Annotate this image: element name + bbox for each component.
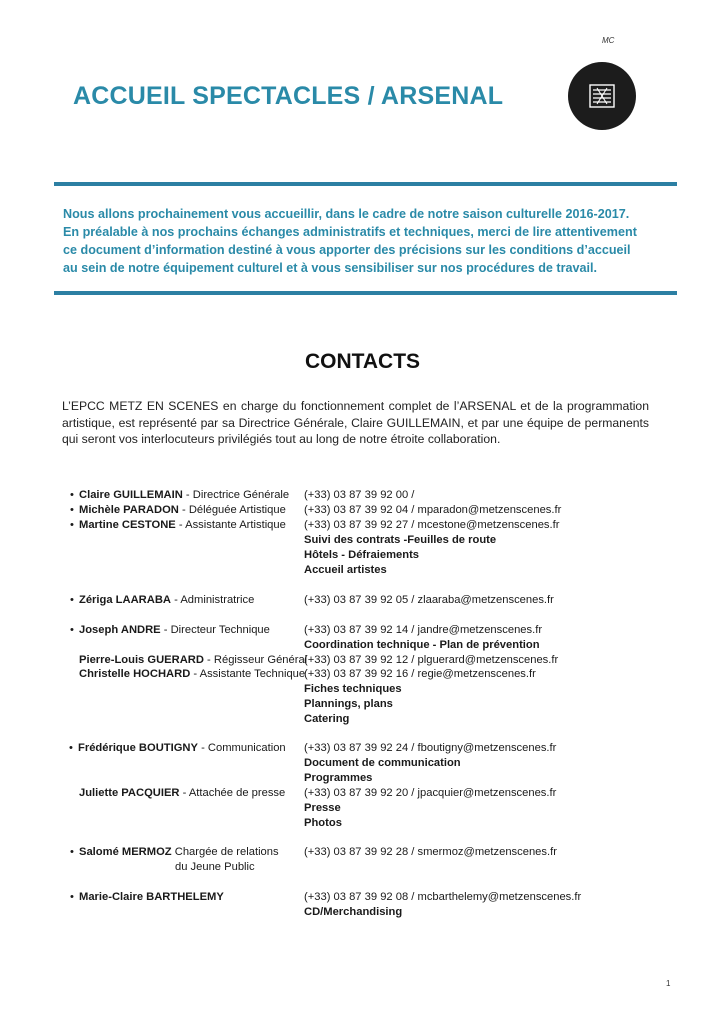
contact-note: Accueil artistes: [304, 564, 387, 576]
contact-note: Document de communication: [304, 757, 461, 769]
contact-note: Suivi des contrats -Feuilles de route: [304, 534, 497, 546]
contact-role: Chargée de relations: [171, 846, 279, 858]
contact-pacquier: [79, 786, 285, 801]
intro-line: En préalable à nos prochains échanges administratifs et techniques, merci de lire attentivement: [63, 225, 637, 239]
contact-role: - Attachée de presse: [179, 787, 286, 799]
contact-name: Marie-Claire BARTHELEMY: [79, 891, 224, 903]
contact-note: Photos: [304, 817, 342, 829]
contact-info: (+33) 03 87 39 92 05 / zlaaraba@metzenscenes.fr: [304, 594, 554, 606]
contact-info: (+33) 03 87 39 92 16 / regie@metzenscenes.fr: [304, 668, 536, 680]
contact-role: - Régisseur Général: [203, 654, 308, 666]
paragraph-line: L’EPCC METZ EN SCENES en charge du fonctionnement complet de l’ARSENAL et de la programmation: [62, 399, 649, 413]
contact-info: (+33) 03 87 39 92 28 / smermoz@metzenscenes.fr: [304, 846, 557, 858]
contact-role: - Déléguée Artistique: [178, 504, 286, 516]
page-number: 1: [666, 979, 671, 988]
intro-paragraph: [62, 398, 649, 448]
contact-laaraba: [70, 593, 254, 608]
contact-info: (+33) 03 87 39 92 04 / mparadon@metzenscenes.fr: [304, 504, 562, 516]
intro-text: [63, 205, 663, 277]
contact-note: Hôtels - Défraiements: [304, 549, 420, 561]
bullet: •: [70, 624, 74, 636]
contact-guerard: [79, 653, 307, 668]
contact-andre: [70, 623, 270, 638]
contact-role: - Directeur Technique: [160, 624, 270, 636]
divider-bottom: [54, 291, 677, 295]
contact-role: - Directrice Générale: [182, 489, 290, 501]
contact-note: Coordination technique - Plan de prévention: [304, 639, 540, 651]
contact-name: Pierre-Louis GUERARD: [79, 654, 204, 666]
contact-note: Presse: [304, 802, 341, 814]
bullet: •: [70, 594, 74, 606]
contact-paradon: [70, 503, 286, 518]
intro-line: ce document d’information destiné à vous apporter des précisions sur les conditions d’accueil: [63, 243, 631, 257]
bullet: •: [69, 742, 73, 754]
contact-note: Programmes: [304, 772, 373, 784]
contact-note: Catering: [304, 713, 350, 725]
header-tag: MC: [602, 36, 615, 45]
bullet: •: [70, 891, 74, 903]
contact-info: (+33) 03 87 39 92 24 / fboutigny@metzenscenes.fr: [304, 742, 557, 754]
contact-info: (+33) 03 87 39 92 27 / mcestone@metzenscenes.fr: [304, 519, 560, 531]
contact-name: Frédérique BOUTIGNY: [78, 742, 198, 754]
intro-line: Nous allons prochainement vous accueillir, dans le cadre de notre saison culturelle 2016-2017.: [63, 207, 630, 221]
contact-guillemain: [70, 488, 289, 503]
contact-name: Michèle PARADON: [79, 504, 179, 516]
contact-info: (+33) 03 87 39 92 12 / plguerard@metzenscenes.fr: [304, 654, 559, 666]
contact-name: Christelle HOCHARD: [79, 668, 191, 680]
contact-name: Martine CESTONE: [79, 519, 176, 531]
contact-role: - Administratrice: [171, 594, 255, 606]
contact-barthelemy: [70, 890, 224, 905]
contact-info: (+33) 03 87 39 92 14 / jandre@metzenscenes.fr: [304, 624, 543, 636]
contact-name: Salomé MERMOZ: [79, 846, 172, 858]
contact-name: Joseph ANDRE: [79, 624, 161, 636]
bullet: •: [70, 519, 74, 531]
contact-boutigny: [69, 741, 286, 756]
divider-top: [54, 182, 677, 186]
contact-info: (+33) 03 87 39 92 20 / jpacquier@metzenscenes.fr: [304, 787, 557, 799]
contact-info: (+33) 03 87 39 92 08 / mcbarthelemy@metzenscenes.fr: [304, 891, 582, 903]
contact-role: - Communication: [197, 742, 286, 754]
bullet: •: [70, 489, 74, 501]
paragraph-line: artistique, est représenté par sa Directrice Générale, Claire GUILLEMAIN, et par une équipe de permanents: [62, 415, 649, 430]
contact-note: CD/Merchandising: [304, 906, 403, 918]
logo-emblem-icon: [589, 84, 615, 108]
contact-hochard: [79, 667, 305, 682]
contact-role: - Assistante Technique: [190, 668, 306, 680]
contact-cestone: [70, 518, 286, 533]
bullet: •: [70, 846, 74, 858]
contact-name: Juliette PACQUIER: [79, 787, 180, 799]
contact-role-continued: du Jeune Public: [175, 861, 255, 873]
contact-name: Claire GUILLEMAIN: [79, 489, 183, 501]
page-title: ACCUEIL SPECTACLES / ARSENAL: [73, 82, 504, 110]
contact-name: Zériga LAARABA: [79, 594, 171, 606]
arsenal-logo: [568, 62, 636, 130]
contact-note: Plannings, plans: [304, 698, 393, 710]
section-title: CONTACTS: [304, 350, 421, 373]
contact-role: - Assistante Artistique: [175, 519, 286, 531]
paragraph-line: qui seront vos interlocuteurs privilégiés tout au long de notre étroite collaboration.: [62, 432, 501, 446]
bullet: •: [70, 504, 74, 516]
contact-info: (+33) 03 87 39 92 00 /: [304, 489, 415, 501]
contact-note: Fiches techniques: [304, 683, 402, 695]
contact-mermoz: [70, 845, 279, 860]
intro-line: au sein de notre équipement culturel et à vous sensibiliser sur nos procédures de travail.: [63, 261, 597, 275]
